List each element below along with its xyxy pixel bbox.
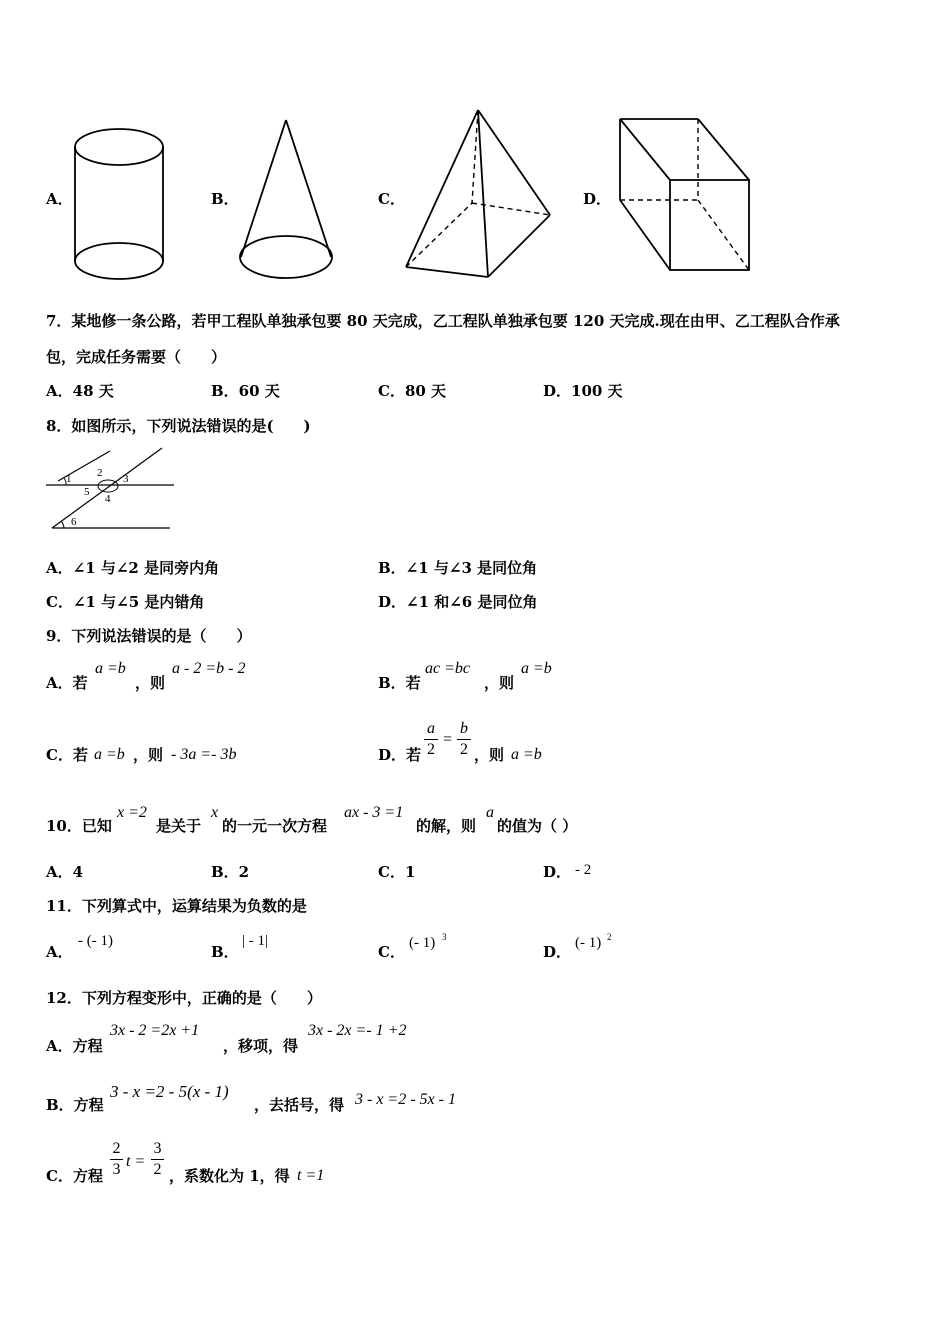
- q12-c-var: t =: [126, 1153, 146, 1170]
- q6-option-c-label: C．: [378, 190, 405, 208]
- q11-c-base: (- 1): [409, 935, 436, 951]
- q9-c-math2: - 3a =- 3b: [171, 746, 237, 763]
- pyramid-icon: [400, 107, 560, 282]
- q12-b-math1: 3 - x =2 - 5(x - 1): [110, 1082, 229, 1101]
- q9-c-math1: a =b: [94, 746, 125, 763]
- q10-math-x-eq-2: x =2: [117, 804, 147, 821]
- q7-option-a: A．48 天: [46, 382, 114, 400]
- cuboid-icon: [615, 115, 755, 275]
- q10-option-b: B．2: [211, 863, 250, 881]
- q10-math-x: x: [211, 804, 219, 821]
- q12-c-prefix: C．方程: [46, 1167, 103, 1185]
- q7-option-c: C．80 天: [378, 382, 447, 400]
- q12-c-fraction-2-3: [110, 1140, 123, 1179]
- q10-prefix: 10．已知: [46, 817, 112, 835]
- q7-option-b: B．60 天: [211, 382, 280, 400]
- q9-d-frac1-num: a: [427, 720, 435, 737]
- q9-d-mid: ，则: [474, 746, 505, 764]
- q8-option-a: A．∠1 与∠2 是同旁内角: [46, 559, 220, 577]
- q6-option-b-label: B．: [211, 190, 239, 208]
- q10-math-a: a: [486, 804, 494, 821]
- q9-a-math2: a - 2 =b - 2: [172, 660, 246, 677]
- q9-d-math2: a =b: [511, 746, 542, 763]
- cylinder-icon: [72, 125, 167, 280]
- q9-stem: 9．下列说法错误的是（ ）: [46, 627, 252, 645]
- q10-option-d-value: - 2: [575, 862, 592, 878]
- q10-option-a: A．4: [46, 863, 84, 881]
- q10-option-c: C．1: [378, 863, 416, 881]
- q12-a-prefix: A．方程: [46, 1037, 103, 1055]
- cone-icon: [236, 117, 336, 282]
- q9-a-prefix: A．若: [46, 674, 88, 692]
- q11-b-label: B．: [211, 943, 239, 961]
- q12-a-mid: ，移项，得: [223, 1037, 299, 1055]
- q12-a-math1: 3x - 2 =2x +1: [110, 1022, 200, 1039]
- q11-d-base: (- 1): [575, 935, 602, 951]
- q7-stem-line1: 7．某地修一条公路，若甲工程队单独承包要 80 天完成，乙工程队单独承包要 120 天完成.现在由甲、乙工程队合作承: [46, 312, 840, 330]
- angle-label-6: 6: [71, 516, 77, 528]
- q11-b-value: | - 1|: [242, 933, 269, 949]
- q9-a-math1: a =b: [95, 660, 126, 677]
- angle-label-2: 2: [97, 467, 103, 479]
- q8-stem: 8．如图所示，下列说法错误的是( ): [46, 417, 311, 435]
- q12-stem: 12．下列方程变形中，正确的是（ ）: [46, 989, 322, 1007]
- angle-label-4: 4: [105, 493, 111, 505]
- q9-d-frac2-num: b: [460, 720, 468, 737]
- angle-label-5: 5: [84, 486, 90, 498]
- q11-c-label: C．: [378, 943, 405, 961]
- q9-d-fraction-b: [457, 720, 471, 759]
- q12-c-math2: t =1: [297, 1167, 325, 1184]
- q12-c-frac1-num: 2: [112, 1140, 121, 1157]
- q12-c-frac2-num: 3: [153, 1140, 162, 1157]
- q9-d-frac1-den: 2: [427, 741, 435, 758]
- q9-c-prefix: C．若: [46, 746, 88, 764]
- q12-c-frac2-den: 2: [153, 1161, 162, 1178]
- angle-figure: [44, 445, 179, 535]
- q10-text2: 的一元一次方程: [222, 817, 328, 835]
- q6-option-a-label: A．: [46, 190, 73, 208]
- q10-math-equation: ax - 3 =1: [344, 804, 404, 821]
- q7-stem-line2: 包，完成任务需要（ ）: [46, 348, 227, 366]
- q9-d-frac2-den: 2: [460, 741, 468, 758]
- q9-b-math1: ac =bc: [425, 660, 470, 677]
- q8-option-b: B．∠1 与∠3 是同位角: [378, 559, 538, 577]
- q11-a-value: - (- 1): [78, 933, 113, 949]
- q8-option-d: D．∠1 和∠6 是同位角: [378, 593, 538, 611]
- q9-d-equals: =: [443, 731, 453, 748]
- q12-b-mid: ，去括号，得: [254, 1096, 345, 1114]
- q6-option-d-label: D．: [583, 190, 612, 208]
- q11-a-label: A．: [46, 943, 73, 961]
- q9-b-mid: ，则: [484, 674, 515, 692]
- q12-b-prefix: B．方程: [46, 1096, 104, 1114]
- angle-label-1: 1: [66, 473, 72, 485]
- q11-stem: 11．下列算式中，运算结果为负数的是: [46, 897, 307, 915]
- q10-text4: 的值为（ ）: [497, 817, 578, 835]
- q11-d-label: D．: [543, 943, 572, 961]
- q11-c-exponent: 3: [442, 932, 447, 942]
- q12-a-math2: 3x - 2x =- 1 +2: [308, 1022, 407, 1039]
- q10-option-d-label: D．: [543, 863, 572, 881]
- q12-c-frac1-den: 3: [112, 1161, 121, 1178]
- q7-option-d: D．100 天: [543, 382, 623, 400]
- q8-option-c: C．∠1 与∠5 是内错角: [46, 593, 205, 611]
- q10-text3: 的解，则: [416, 817, 477, 835]
- q9-c-mid: ，则: [133, 746, 164, 764]
- q12-c-fraction-3-2: [151, 1140, 164, 1179]
- q9-a-mid: ，则: [135, 674, 166, 692]
- q12-b-math2: 3 - x =2 - 5x - 1: [355, 1091, 456, 1108]
- q9-b-prefix: B．若: [378, 674, 421, 692]
- q11-d-exponent: 2: [607, 932, 612, 942]
- angle-label-3: 3: [123, 473, 129, 485]
- q12-c-mid: ，系数化为 1，得: [169, 1167, 290, 1185]
- q9-d-prefix: D．若: [378, 746, 422, 764]
- q9-d-fraction-a: [424, 720, 438, 759]
- q10-text1: 是关于: [156, 817, 202, 835]
- q9-b-math2: a =b: [521, 660, 552, 677]
